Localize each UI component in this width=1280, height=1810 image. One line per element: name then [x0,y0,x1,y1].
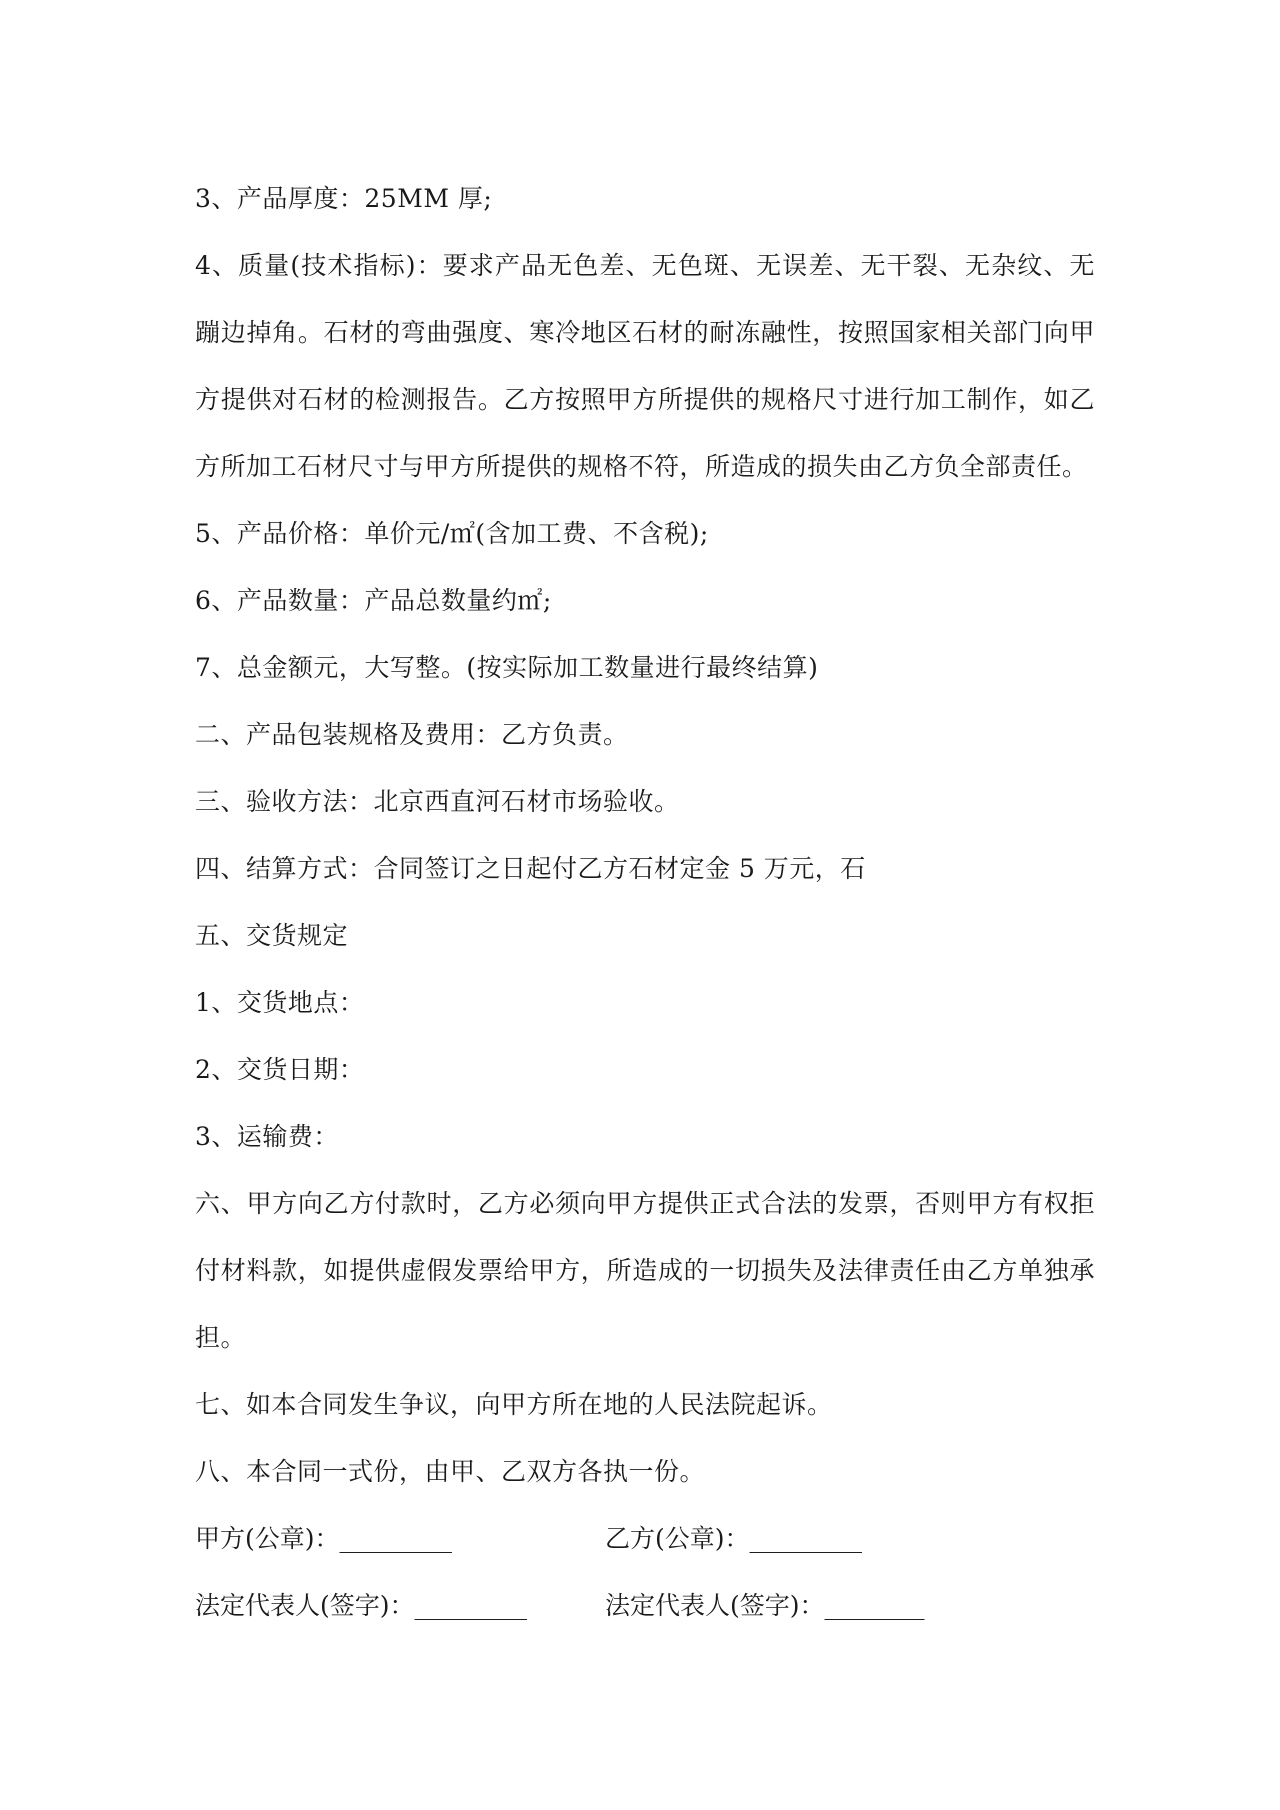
clause-product-thickness: 3、产品厚度：25MM 厚; [195,184,493,213]
signature-row-seal [195,1505,1095,1572]
section-copies: 八、本合同一式份，由甲、乙双方各执一份。 [195,1457,706,1486]
section-settlement: 四、结算方式：合同签订之日起付乙方石材定金 5 万元，石 [195,854,866,883]
signature-row-representative [195,1572,1095,1639]
party-a-representative-field: 法定代表人(签字)：_________ [195,1591,528,1620]
clause-shipping-fee: 3、运输费： [195,1122,339,1151]
clause-delivery-date: 2、交货日期： [195,1055,365,1084]
clause-product-price: 5、产品价格：单价元/㎡(含加工费、不含税); [195,519,709,548]
clause-delivery-location: 1、交货地点： [195,988,365,1017]
party-b-representative-field: 法定代表人(签字)：________ [605,1591,925,1620]
party-a-seal-field: 甲方(公章)：_________ [195,1524,453,1553]
section-packaging: 二、产品包装规格及费用：乙方负责。 [195,720,629,749]
clause-quality: 4、质量(技术指标)：要求产品无色差、无色斑、无误差、无干裂、无杂纹、无蹦边掉角。石材的弯曲强度、寒冷地区石材的耐冻融性，按照国家相关部门向甲方提供对石材的检测报告。乙方按照甲方所提供的规格尺寸进行加工制作，如乙方所加工石材尺寸与甲方所提供的规格不符，所造成的损失由乙方负全部责任。 [195,251,1095,481]
contract-body [195,165,1095,1639]
section-dispute: 七、如本合同发生争议，向甲方所在地的人民法院起诉。 [195,1390,833,1419]
party-b-seal-field: 乙方(公章)：_________ [605,1524,863,1553]
clause-product-quantity: 6、产品数量：产品总数量约㎡; [195,586,552,615]
section-acceptance: 三、验收方法：北京西直河石材市场验收。 [195,787,680,816]
section-invoice: 六、甲方向乙方付款时，乙方必须向甲方提供正式合法的发票，否则甲方有权拒付材料款，如提供虚假发票给甲方，所造成的一切损失及法律责任由乙方单独承担。 [195,1189,1095,1352]
clause-total-amount: 7、总金额元，大写整。(按实际加工数量进行最终结算) [195,653,819,682]
section-delivery: 五、交货规定 [195,921,349,950]
